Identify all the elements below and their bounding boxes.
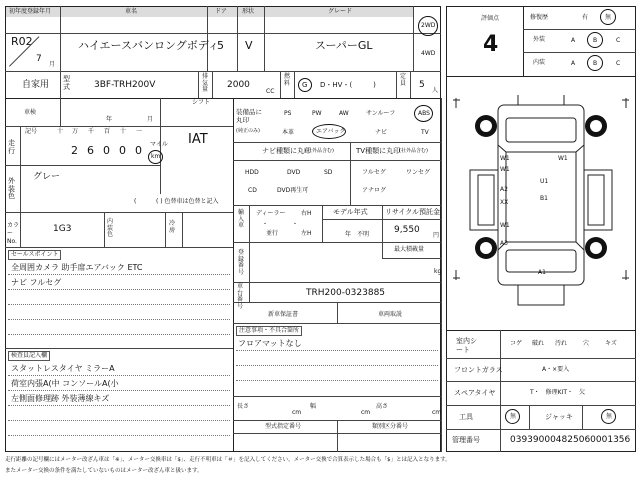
recycle-yen: 円 [433, 232, 440, 239]
spare-tire-value: T・ 修理KIT・ 欠 [530, 389, 586, 396]
shift-label: シフト [192, 99, 211, 106]
max-load-label: 最大積載量 [394, 246, 425, 253]
management-no-label: 管理番号 [452, 436, 480, 444]
score-value: 4 [483, 32, 499, 57]
equip-tv: TV [421, 129, 429, 136]
first-registration-label: 初年度登録年月 [9, 8, 52, 15]
fuel-label: 燃料 [284, 73, 291, 87]
exterior-grade-b: B [593, 37, 598, 44]
person-unit: 人 [432, 87, 439, 94]
digit-header-3: 千 [88, 128, 95, 135]
recycle-deposit-value: 9,550 [394, 225, 420, 235]
front-glass-label: フロントガラス [454, 366, 503, 374]
model-value: 3BF-TRH200V [94, 80, 156, 90]
model-year-unknown: 年 不明 [345, 231, 370, 238]
shift-value: IAT [188, 132, 208, 147]
equip-ps: PS [284, 110, 292, 117]
seat-stain: 汚れ [555, 340, 568, 347]
front-glass-value: A・×要入 [542, 366, 570, 373]
color-no-value: 1G3 [53, 224, 72, 234]
exterior-color-label: 外装色 [8, 177, 15, 201]
grade-value: スーパーGL [315, 39, 373, 52]
import-dealer: ディーラー [256, 210, 286, 217]
model-label: 型式 [63, 75, 70, 91]
displacement-value: 2000 [227, 80, 250, 90]
equip-navi: ナビ [375, 129, 388, 136]
equipment-label: 装備品に丸印 [236, 108, 262, 124]
diagram-mark-a2: A2 [500, 186, 508, 193]
interior-grade-b: B [593, 60, 598, 67]
mileage-unit-mile: マイル [150, 141, 168, 148]
inspector-notes-label: 検査員記入欄 [8, 351, 50, 361]
exterior-grade-a: A [571, 37, 576, 44]
repair-history-label: 修復歴 [530, 14, 549, 21]
registration-era-year: R02 [11, 35, 33, 48]
equip-aw: AW [339, 110, 349, 117]
recycle-deposit-label: リサイクル預託金 [385, 208, 441, 216]
caution-line-1: フロアマットなし [238, 339, 302, 348]
mileage-label: 走行 [8, 139, 15, 155]
vehicle-manual: 車両取説 [378, 311, 403, 318]
import-parallel: 並行 [266, 230, 279, 237]
mileage-digit-3: 0 [103, 144, 110, 157]
equip-airbag: エアバック [316, 128, 346, 135]
inspection-label: 車検 [24, 109, 37, 116]
mileage-digit-4: 0 [119, 144, 126, 157]
grade-label: グレード [328, 8, 353, 15]
displacement-label: 排気量 [202, 73, 209, 94]
inspector-note-3: 左側面修理跡 外装薄線キズ [11, 394, 110, 403]
diagram-mark-a1: A1 [538, 269, 546, 276]
color-change-note: ( ) 色替車は色替と記入 [156, 198, 219, 205]
diagram-mark-w1-c: W1 [500, 222, 510, 229]
selling-point-line1: 全周囲カメラ 助手席エアバック ETC [11, 263, 143, 272]
management-no-value: 039390004825060001356 [510, 435, 631, 445]
type-designation-label: 型式指定番号 [265, 423, 302, 430]
vehicle-damage-diagram [448, 80, 634, 325]
interior-color-label: 内装色 [107, 218, 114, 239]
digit-header-1: 十 [57, 128, 64, 135]
class-category-label: 類別区分番号 [372, 423, 409, 430]
registration-month-unit: 月 [49, 61, 56, 68]
shape-label: 形状 [242, 8, 255, 15]
digit-header-5: 十 [120, 128, 127, 135]
fuel-options: D・HV・( ) [320, 81, 376, 89]
import-dot-1: ・ [262, 221, 269, 228]
equip-pw: PW [312, 110, 322, 117]
fuel-gasoline: G [302, 81, 308, 89]
equip-leather: 本革 [282, 129, 295, 136]
digit-header-2: 万 [72, 128, 79, 135]
seat-burn: コゲ [510, 340, 523, 347]
reg-number-label: 登録番号 [238, 249, 245, 276]
height-cm: cm [432, 409, 442, 416]
usage-value: 自家用 [22, 80, 50, 90]
registration-month: 7 [36, 54, 42, 64]
exterior-color-value: グレー [33, 172, 61, 182]
doors-value: 5 [217, 39, 224, 52]
navi-sd: SD [324, 169, 333, 176]
interior-grade-label: 内装 [533, 59, 546, 66]
mileage-unit-mark-label: 記号 [25, 128, 38, 135]
cc-unit: CC [266, 88, 275, 95]
shape-value: V [245, 39, 253, 52]
door-label: ドア [215, 8, 227, 15]
diagram-mark-w1-d: W1 [558, 155, 568, 162]
import-right-hand: 右H [301, 210, 312, 217]
seat-scratch: キズ [605, 340, 617, 347]
drive-2wd: 2WD [421, 22, 436, 29]
interior-grade-a: A [571, 60, 576, 67]
inspector-note-1: スタットレスタイヤ ミラーA [11, 364, 115, 373]
selling-point-line2: ナビ フルセグ [11, 278, 62, 287]
diagram-mark-w1-a: W1 [500, 155, 510, 162]
chassis-no-label: 車台番号 [237, 283, 244, 310]
exterior-grade-c: C [616, 37, 621, 44]
inspector-note-2: 荷室内張A(中 コンソールA(小 [11, 379, 119, 388]
equip-sunroof: サンルーフ [366, 110, 396, 117]
score-label: 評価点 [481, 15, 500, 22]
footer-note-1: 走行距離の記号欄にはメーター改ざん車は「※」、メーター交換車は「$」、走行不明車は「＃」を記入してください。メーター交換で合算表示した場合も「$」とは記入となります。 [5, 457, 451, 463]
diagram-mark-w1-b: W1 [500, 166, 510, 173]
seat-tear: 破れ [532, 340, 545, 347]
diagram-mark-u1: U1 [540, 178, 549, 185]
digit-header-6: 一 [136, 128, 143, 135]
equip-abs: ABS [418, 110, 430, 117]
jack-value: 無 [606, 413, 613, 420]
tv-type-title-sub: (社外品含む) [399, 148, 428, 154]
interior-seat-label: 室内シート [456, 337, 477, 355]
footer-note-2: またメーター交換の条件を満たしていないものはメーター改ざん車と扱います。 [5, 468, 203, 474]
import-car-label: 輸入車 [238, 209, 245, 230]
capacity-label: 定員 [400, 73, 407, 87]
inspection-month: 月 [147, 116, 154, 123]
navi-cd: CD [248, 187, 257, 194]
tools-label: 工具 [459, 413, 473, 421]
navi-dvd: DVD [287, 169, 301, 176]
equipment-sub: (純正のみ) [236, 128, 260, 134]
seat-hole: 穴 [583, 340, 590, 347]
jack-label: ジャッキ [545, 413, 573, 421]
tv-type-title: TV種類に丸印 [356, 147, 401, 155]
car-name-value: ハイエースバンロングボディ [78, 39, 219, 52]
exterior-color-paren: ( [134, 198, 137, 205]
tools-value: 無 [510, 413, 517, 420]
length-cm: cm [292, 409, 302, 416]
tv-fullseg: フルセグ [362, 169, 386, 176]
navi-dvd-play: DVD再生可 [277, 187, 309, 194]
repair-no: 無 [605, 14, 612, 21]
mileage-digit-2: 6 [87, 144, 94, 157]
diagram-mark-a3: A3 [500, 240, 508, 247]
capacity-value: 5 [419, 80, 425, 90]
selling-point-label: セールスポイント [8, 250, 61, 260]
new-car-warranty: 新車保証書 [268, 311, 299, 318]
height-label: 高さ [376, 403, 389, 410]
mileage-unit-km: km [151, 153, 161, 160]
tv-oneseg: ワンセグ [406, 169, 431, 176]
cautions-label: 注意事項・不具合箇所 [236, 326, 302, 336]
max-load-kg: kg [434, 268, 442, 275]
diagram-mark-xx: XX [500, 199, 509, 206]
navi-type-title-sub: (社外品含む) [305, 148, 334, 154]
repair-yes: 有 [582, 14, 589, 21]
inspection-year: 年 [106, 116, 113, 123]
digit-header-4: 百 [104, 128, 111, 135]
navi-hdd: HDD [245, 169, 259, 176]
mileage-digit-1: 2 [71, 144, 78, 157]
chassis-no-value: TRH200-0323885 [306, 288, 386, 298]
drive-4wd: 4WD [421, 50, 436, 57]
mileage-digit-5: 0 [135, 144, 142, 157]
width-label: 幅 [310, 403, 317, 410]
car-name-label: 車名 [125, 8, 138, 15]
import-left-hand: 左H [301, 230, 312, 237]
navi-type-title: ナビ種類に丸印 [262, 147, 311, 155]
spare-tire-label: スペアタイヤ [454, 389, 496, 397]
length-label: 長さ [237, 403, 250, 410]
color-no-label: カラーNo. [7, 222, 20, 245]
width-cm: cm [361, 409, 371, 416]
model-year-label: モデル年式 [333, 208, 368, 216]
tv-analog: アナログ [362, 187, 387, 194]
exterior-grade-label: 外装 [533, 36, 546, 43]
diagram-mark-b1: B1 [540, 195, 548, 202]
import-dot-2: ・ [292, 221, 299, 228]
air-con-label: 冷房 [169, 220, 176, 234]
interior-grade-c: C [616, 60, 621, 67]
